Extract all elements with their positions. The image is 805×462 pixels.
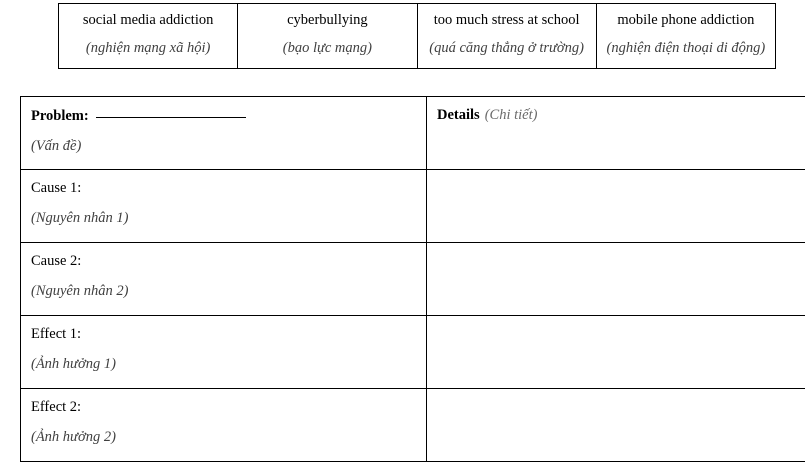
effect-1-details-cell[interactable] [427,316,805,389]
cause-2-details-cell[interactable] [427,243,805,316]
problem-label-cell [21,97,427,170]
table-row-effect-2 [21,389,805,462]
worksheet-table [20,96,805,462]
cause-1-label-cell [21,170,427,243]
problem-label-line [31,105,416,127]
topic-cell-2[interactable] [417,4,596,69]
topic-label-vi-2: (quá căng thẳng ở trường) [424,38,590,60]
cause-2-label-en: Cause 2: [31,253,81,269]
cause-2-label-line [31,251,416,272]
topic-label-en-1: cyberbullying [244,10,410,32]
cause-2-label-vi: (Nguyên nhân 2) [31,281,416,302]
details-header-cell [427,97,805,170]
details-header-vi: (Chi tiết) [485,107,538,123]
effect-2-label-en: Effect 2: [31,399,81,415]
effect-1-label-cell [21,316,427,389]
cause-1-label-line [31,178,416,199]
table-row-cause-2 [21,243,805,316]
effect-2-label-vi: (Ảnh hưởng 2) [31,427,416,448]
topic-cell-1[interactable] [238,4,417,69]
cause-1-details-cell[interactable] [427,170,805,243]
problem-label-vi: (Vấn đề) [31,136,416,157]
topic-label-en-2: too much stress at school [424,10,590,32]
cause-2-label-cell [21,243,427,316]
topic-cell-3[interactable] [596,4,775,69]
details-header-en: Details [437,107,480,123]
table-row-effect-1 [21,316,805,389]
cause-1-label-vi: (Nguyên nhân 1) [31,208,416,229]
topic-word-bank [58,3,776,69]
problem-blank-line[interactable] [96,105,246,118]
effect-1-label-line [31,324,416,345]
effect-2-details-cell[interactable] [427,389,805,462]
effect-2-label-cell [21,389,427,462]
topic-label-en-0: social media addiction [65,10,231,32]
effect-1-label-en: Effect 1: [31,326,81,342]
problem-label-en: Problem: [31,108,89,124]
topic-cell-0[interactable] [59,4,238,69]
topic-label-en-3: mobile phone addiction [603,10,769,32]
topic-row [59,4,776,69]
topic-label-vi-1: (bạo lực mạng) [244,38,410,60]
topic-label-vi-0: (nghiện mạng xã hội) [65,38,231,60]
topic-label-vi-3: (nghiện điện thoại di động) [603,38,769,60]
cause-1-label-en: Cause 1: [31,180,81,196]
table-row-cause-1 [21,170,805,243]
table-row-problem [21,97,805,170]
effect-1-label-vi: (Ảnh hưởng 1) [31,354,416,375]
